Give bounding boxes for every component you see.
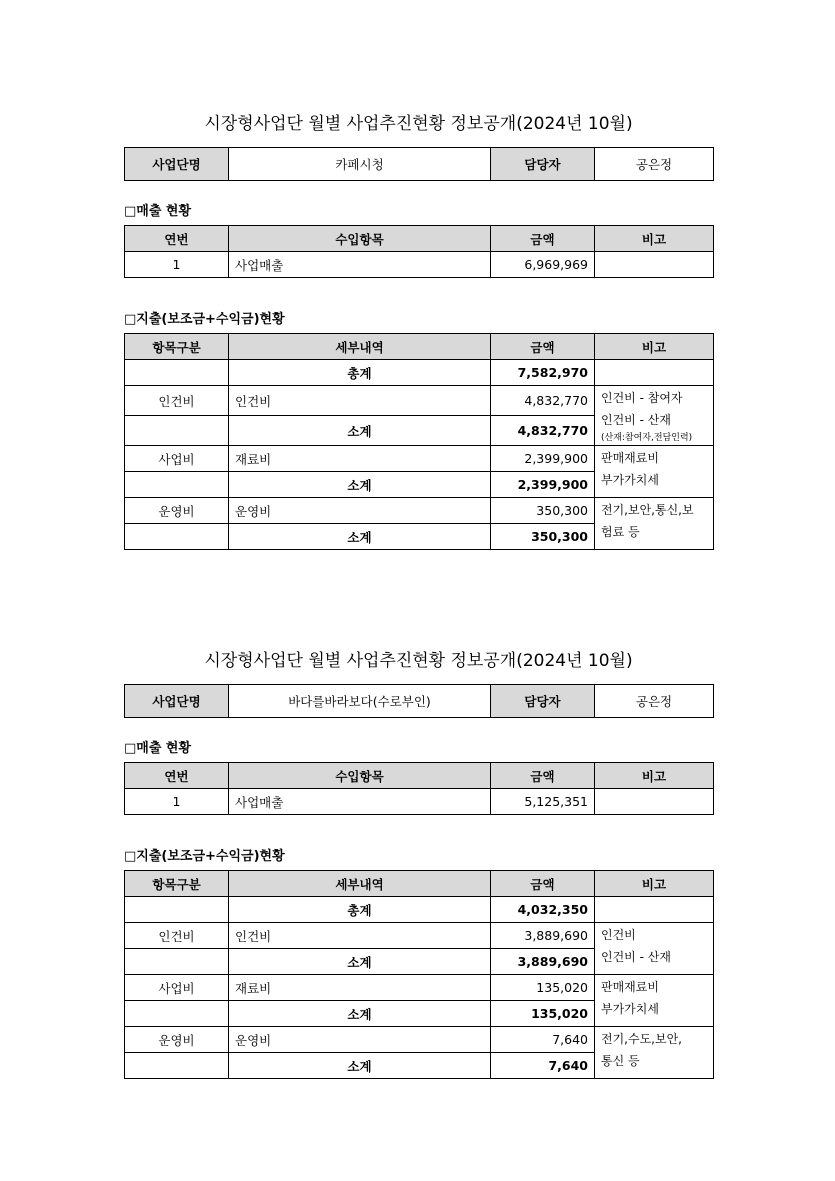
sales-section-title: □매출 현황: [124, 204, 192, 219]
total-category-cell: [125, 360, 229, 386]
expense-note-line: 인건비 - 산재: [601, 413, 671, 427]
sales-cell-item: 사업매출: [229, 252, 491, 278]
subtotal-amount: 135,020: [491, 1001, 595, 1027]
sales-header-cell: 비고: [595, 763, 714, 789]
expense-detail-row: [125, 975, 714, 1001]
sales-header-cell: 비고: [595, 226, 714, 252]
subtotal-label: 소계: [229, 949, 491, 975]
sales-header-cell: 수입항목: [229, 763, 491, 789]
report-section-2: [124, 647, 713, 1079]
sales-cell-note: [595, 789, 714, 815]
subtotal-label: 소계: [229, 1053, 491, 1079]
expense-header-cell: 비고: [595, 334, 714, 360]
expense-note-line: 전기,보안,통신,보: [601, 503, 694, 517]
business-name-value: 카페시청: [229, 148, 491, 181]
expense-header-cell: 항목구분: [125, 334, 229, 360]
manager-value: 공은정: [595, 148, 714, 181]
business-name-value: 바다를바라보다(수로부인): [229, 685, 491, 718]
sales-header-cell: 금액: [491, 763, 595, 789]
expense-category: 인건비: [125, 923, 229, 949]
expense-note: [595, 386, 714, 446]
expense-note-line: 판매재료비: [601, 451, 659, 465]
subtotal-amount: 7,640: [491, 1053, 595, 1079]
sales-table: [124, 225, 714, 278]
sales-row: [125, 252, 714, 278]
expense-note-line: 통신 등: [601, 1054, 640, 1068]
total-amount: 4,032,350: [491, 897, 595, 923]
business-name-label: 사업단명: [125, 148, 229, 181]
sales-cell-item: 사업매출: [229, 789, 491, 815]
sales-header-cell: 수입항목: [229, 226, 491, 252]
expense-category: 사업비: [125, 975, 229, 1001]
expense-header-cell: 금액: [491, 334, 595, 360]
sales-header-row: [125, 226, 714, 252]
expense-amount: 135,020: [491, 975, 595, 1001]
expense-table: [124, 870, 714, 1079]
expense-header-cell: 비고: [595, 871, 714, 897]
subtotal-label: 소계: [229, 416, 491, 446]
manager-label: 담당자: [491, 685, 595, 718]
expense-detail: 운영비: [229, 498, 491, 524]
expense-amount: 2,399,900: [491, 446, 595, 472]
expense-note: [595, 975, 714, 1027]
expense-amount: 3,889,690: [491, 923, 595, 949]
expense-amount: 7,640: [491, 1027, 595, 1053]
expense-header-cell: 항목구분: [125, 871, 229, 897]
sales-cell-no: 1: [125, 252, 229, 278]
sales-header-cell: 금액: [491, 226, 595, 252]
manager-label: 담당자: [491, 148, 595, 181]
sales-header-row: [125, 763, 714, 789]
expense-detail: 재료비: [229, 446, 491, 472]
total-note-cell: [595, 360, 714, 386]
expense-note-line: 판매재료비: [601, 980, 659, 994]
subtotal-label: 소계: [229, 1001, 491, 1027]
expense-note: [595, 923, 714, 975]
sales-table: [124, 762, 714, 815]
subtotal-amount: 350,300: [491, 524, 595, 550]
expense-detail-row: [125, 446, 714, 472]
expense-table: [124, 333, 714, 550]
expense-section-title: □지출(보조금+수익금)현황: [124, 312, 285, 327]
expense-category: 인건비: [125, 386, 229, 416]
expense-detail-row: [125, 386, 714, 416]
expense-header-row: [125, 871, 714, 897]
subtotal-category-cell: [125, 1001, 229, 1027]
sales-cell-amount: 6,969,969: [491, 252, 595, 278]
business-info-table: [124, 147, 714, 181]
expense-note-line: 전기,수도,보안,: [601, 1032, 682, 1046]
expense-amount: 350,300: [491, 498, 595, 524]
expense-detail-row: [125, 1027, 714, 1053]
sales-header-cell: 연번: [125, 226, 229, 252]
expense-detail-row: [125, 498, 714, 524]
total-row: [125, 897, 714, 923]
expense-header-cell: 금액: [491, 871, 595, 897]
total-amount: 7,582,970: [491, 360, 595, 386]
business-info-table: [124, 684, 714, 718]
expense-category: 사업비: [125, 446, 229, 472]
expense-category: 운영비: [125, 1027, 229, 1053]
sales-header-cell: 연번: [125, 763, 229, 789]
subtotal-category-cell: [125, 472, 229, 498]
expense-detail: 인건비: [229, 923, 491, 949]
sales-cell-note: [595, 252, 714, 278]
business-name-label: 사업단명: [125, 685, 229, 718]
total-note-cell: [595, 897, 714, 923]
expense-note: [595, 1027, 714, 1079]
subtotal-category-cell: [125, 949, 229, 975]
subtotal-category-cell: [125, 416, 229, 446]
expense-detail: 재료비: [229, 975, 491, 1001]
expense-note-line: 험료 등: [601, 525, 640, 539]
expense-amount: 4,832,770: [491, 386, 595, 416]
expense-header-row: [125, 334, 714, 360]
subtotal-amount: 2,399,900: [491, 472, 595, 498]
expense-header-cell: 세부내역: [229, 334, 491, 360]
subtotal-amount: 3,889,690: [491, 949, 595, 975]
expense-detail: 운영비: [229, 1027, 491, 1053]
subtotal-amount: 4,832,770: [491, 416, 595, 446]
manager-value: 공은정: [595, 685, 714, 718]
total-category-cell: [125, 897, 229, 923]
total-label: 총계: [229, 897, 491, 923]
total-row: [125, 360, 714, 386]
expense-note-line: 인건비 - 산재: [601, 950, 671, 964]
expense-header-cell: 세부내역: [229, 871, 491, 897]
expense-detail-row: [125, 923, 714, 949]
sales-cell-amount: 5,125,351: [491, 789, 595, 815]
expense-note-line: 인건비: [601, 928, 636, 942]
expense-note-line: 인건비 - 참여자: [601, 391, 683, 405]
expense-note-small: (산재:참여자,전담인력): [601, 433, 693, 443]
expense-detail: 인건비: [229, 386, 491, 416]
expense-section-title: □지출(보조금+수익금)현황: [124, 849, 285, 864]
report-title: 시장형사업단 월별 사업추진현황 정보공개(2024년 10월): [204, 651, 633, 671]
expense-category: 운영비: [125, 498, 229, 524]
sales-cell-no: 1: [125, 789, 229, 815]
subtotal-label: 소계: [229, 472, 491, 498]
expense-note-line: 부가가치세: [601, 1002, 659, 1016]
expense-note: [595, 446, 714, 498]
subtotal-label: 소계: [229, 524, 491, 550]
subtotal-category-cell: [125, 1053, 229, 1079]
sales-section-title: □매출 현황: [124, 741, 192, 756]
report-title: 시장형사업단 월별 사업추진현황 정보공개(2024년 10월): [204, 114, 633, 134]
sales-row: [125, 789, 714, 815]
report-section-1: [124, 110, 713, 550]
total-label: 총계: [229, 360, 491, 386]
subtotal-category-cell: [125, 524, 229, 550]
expense-note-line: 부가가치세: [601, 473, 659, 487]
expense-note: [595, 498, 714, 550]
